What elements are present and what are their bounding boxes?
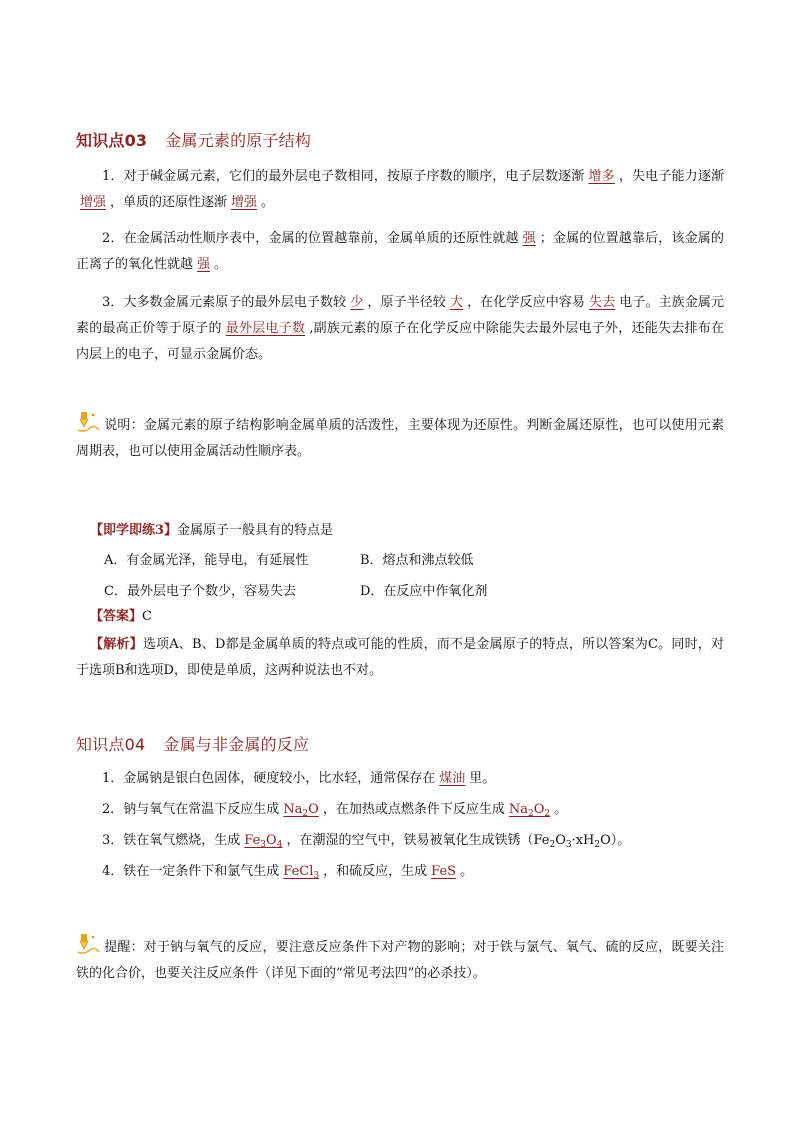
note-box-3 <box>76 410 724 465</box>
option-a: A．有金属光泽，能导电，有延展性 <box>104 553 309 568</box>
fill-blank: 大 <box>449 295 464 310</box>
text: 2．在金属活动性顺序表中，金属的位置越靠前，金属单质的还原性就越 <box>102 231 519 246</box>
text: ,副族元素的原子在化学反应中除能失去最外层电子外，还能失去排布在内层上的电子，可显示金属价态。 <box>76 321 724 362</box>
option-c: C．最外层电子个数少，容易失去 <box>104 584 296 599</box>
fill-blank: 失去 <box>589 295 616 310</box>
paragraph-4-3 <box>76 828 724 858</box>
section-title-03 <box>76 128 311 151</box>
fill-blank: 少 <box>350 295 364 310</box>
answer-tag: 【答案】 <box>90 609 143 624</box>
fill-blank <box>279 864 323 879</box>
paragraph-3-2 <box>76 226 724 278</box>
fill-blank: 增强 <box>80 195 107 210</box>
paragraph-4-1 <box>76 766 724 792</box>
pen-tip-icon <box>76 932 102 958</box>
text: 3．大多数金属元素原子的最外层电子数较 <box>102 295 347 310</box>
section-title-04 <box>76 732 309 755</box>
subscript: 2 <box>544 809 551 819</box>
fill-blank: 增多 <box>588 169 615 184</box>
subscript: 3 <box>565 840 572 850</box>
text: 1．对于碱金属元素，它们的最外层电子数相同，按原子序数的顺序，电子层数逐渐 <box>102 169 585 184</box>
subscript: 3 <box>260 840 267 850</box>
fill-blank: 增强 <box>231 195 258 210</box>
subscript: 2 <box>549 840 556 850</box>
text: ，和硫反应，生成 <box>323 864 428 879</box>
fill-blank <box>505 802 554 817</box>
option-d: D．在反应中作氧化剂 <box>360 584 488 599</box>
text: O）。 <box>600 833 631 848</box>
subscript: 3 <box>313 871 320 881</box>
text: ，在加热或点燃条件下反应生成 <box>322 802 505 817</box>
fill-blank: 强 <box>522 231 536 246</box>
text: 。 <box>261 195 275 210</box>
pen-tip-icon <box>76 410 102 436</box>
text: 。 <box>460 864 474 879</box>
note-box-4 <box>76 932 724 987</box>
text: 电子。主族金属元素的最高正价等于原子的 <box>76 295 724 336</box>
text: 4．铁在一定条件下和氯气生成 <box>102 864 280 879</box>
paragraph-4-4 <box>76 859 724 889</box>
formula-part: O <box>533 802 545 817</box>
fill-blank: 最外层电子数 <box>225 321 306 336</box>
formula-part: Na <box>283 802 303 817</box>
question-text: 金属原子一般具有的特点是 <box>177 523 334 538</box>
text: 里。 <box>469 771 496 786</box>
text: 1．金属钠是银白色固体，硬度较小，比水轻，通常保存在 <box>102 771 436 786</box>
fill-blank: 强 <box>197 257 211 272</box>
formula-part: FeCl <box>283 864 314 879</box>
text: O <box>555 833 566 848</box>
analysis-tag: 【解析】 <box>90 637 143 652</box>
section-number: 知识点03 <box>76 131 148 150</box>
exercise-tag: 【即学即练3】 <box>90 523 178 538</box>
formula-part: Na <box>508 802 528 817</box>
formula-part: O <box>308 802 319 817</box>
text: ，在化学反应中容易 <box>467 295 586 310</box>
subscript: 2 <box>302 809 309 819</box>
paragraph-3-1 <box>76 164 724 216</box>
text: ，在潮湿的空气中，铁易被氧化生成铁锈（Fe <box>286 833 550 848</box>
subscript: 2 <box>594 840 601 850</box>
text: 。 <box>554 802 568 817</box>
text: ，失电子能力逐渐 <box>618 169 724 184</box>
exercise-question <box>90 520 333 542</box>
formula-part: O <box>266 833 277 848</box>
section-number: 知识点04 <box>76 735 146 754</box>
formula-part: Fe <box>244 833 261 848</box>
text: ·xH <box>571 833 595 848</box>
fill-blank <box>240 833 286 848</box>
text: 2．钠与氧气在常温下反应生成 <box>102 802 280 817</box>
option-b: B．熔点和沸点较低 <box>360 553 474 568</box>
subscript: 4 <box>276 840 283 850</box>
paragraph-3-3 <box>76 290 724 368</box>
text: 。 <box>214 257 228 272</box>
note-text: 说明：金属元素的原子结构影响金属单质的活泼性，主要体现为还原性。判断金属还原性，也可以使用元素周期表，也可以使用金属活动性顺序表。 <box>76 418 724 459</box>
fill-blank: 煤油 <box>439 771 466 786</box>
text: ，原子半径较 <box>367 295 446 310</box>
analysis-text: 选项A、B、D都是金属单质的特点或可能的性质，而不是金属原子的特点，所以答案为C。同时，对于选项B和选项D，即使是单质，这两种说法也不对。 <box>76 637 724 678</box>
section-name: 金属与非金属的反应 <box>163 735 310 754</box>
analysis-paragraph <box>76 632 724 684</box>
paragraph-4-2 <box>76 797 724 827</box>
subscript: 2 <box>527 809 534 819</box>
fill-blank: FeS <box>431 864 457 879</box>
text: ，单质的还原性逐渐 <box>110 195 228 210</box>
text: ；金属的位置越靠后，该金属的正离子的氧化性就越 <box>76 231 724 272</box>
note-text: 提醒：对于钠与氧气的反应，要注意反应条件下对产物的影响；对于铁与氯气、氧气、硫的反应，既要关注铁的化合价，也要关注反应条件（详见下面的“常见考法四”的必杀技）。 <box>76 940 724 981</box>
answer-line <box>90 606 152 628</box>
answer-value: C <box>142 609 152 624</box>
text: 3．铁在氧气燃烧，生成 <box>102 833 241 848</box>
fill-blank <box>279 802 323 817</box>
section-name: 金属元素的原子结构 <box>165 131 312 150</box>
